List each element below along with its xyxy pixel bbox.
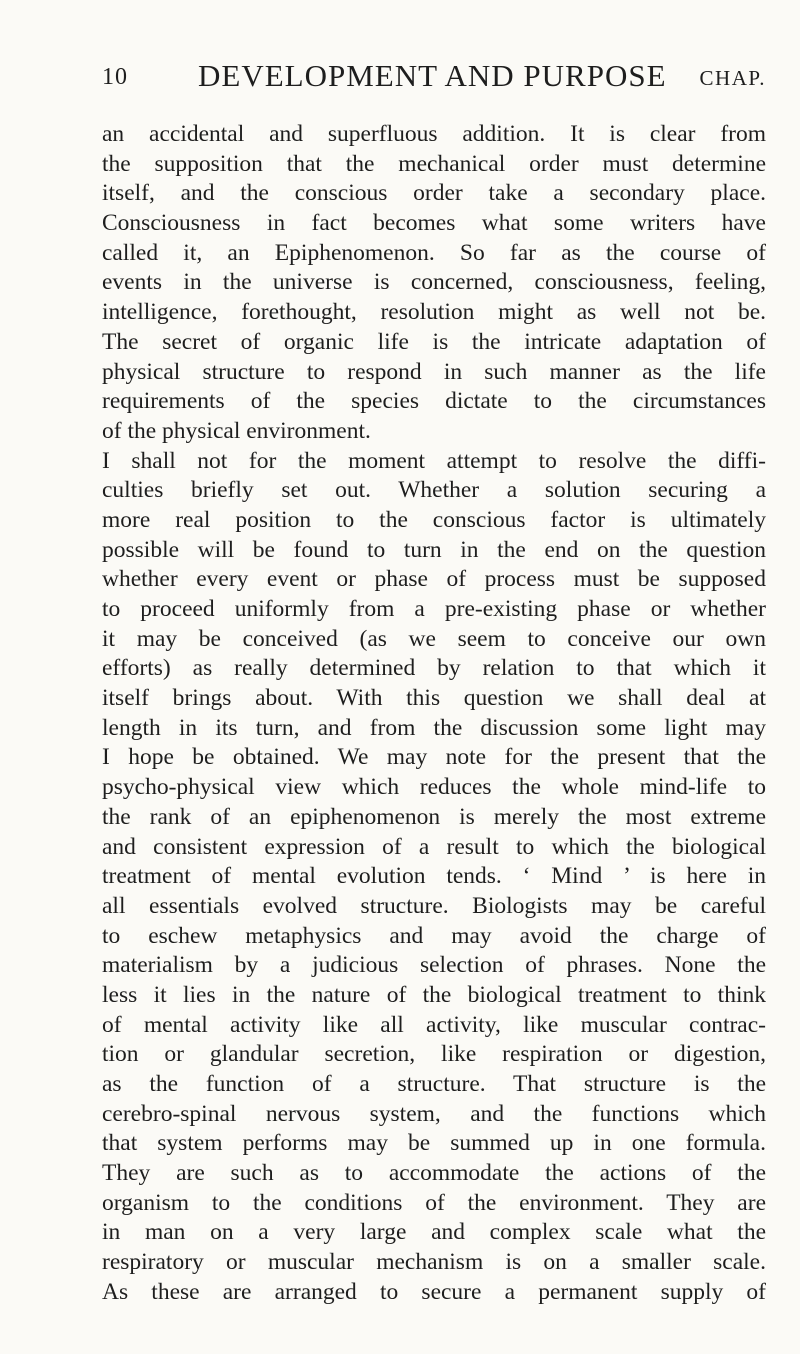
text-line: physical structure to respond in such manner as the life bbox=[102, 358, 766, 385]
text-line: to eschew metaphysics and may avoid the charge of bbox=[102, 922, 766, 949]
text-line: the rank of an epiphenomenon is merely the most extreme bbox=[102, 803, 766, 830]
body-text bbox=[102, 120, 766, 1308]
text-line: to proceed uniformly from a pre-existing phase or whether bbox=[102, 596, 766, 622]
text-line: efforts) as really determined by relation to that which it bbox=[102, 655, 766, 682]
text-line: that system performs may be summed up in one formula. bbox=[102, 1130, 766, 1157]
text-line: more real position to the conscious factor is ultimately bbox=[102, 506, 766, 533]
text-line: possible will be found to turn in the end on the question bbox=[102, 536, 766, 563]
text-line: itself brings about. With this question we shall deal at bbox=[102, 685, 766, 712]
text-line: requirements of the species dictate to the circumstances bbox=[102, 388, 766, 415]
running-header bbox=[102, 58, 766, 102]
text-line: respiratory or muscular mechanism is on a smaller scale. bbox=[102, 1249, 766, 1276]
text-line: I hope be obtained. We may note for the present that the bbox=[102, 744, 766, 771]
text-line: treatment of mental evolution tends. ‘ Mind ’ is here in bbox=[102, 863, 766, 890]
text-line: of mental activity like all activity, like muscular contrac- bbox=[102, 1011, 766, 1038]
chapter-abbreviation: CHAP. bbox=[699, 66, 766, 90]
text-line: as the function of a structure. That structure is the bbox=[102, 1071, 766, 1097]
text-line: in man on a very large and complex scale what the bbox=[102, 1219, 766, 1246]
text-line: the supposition that the mechanical order must determine bbox=[102, 150, 766, 177]
text-line: itself, and the conscious order take a secondary place. bbox=[102, 180, 766, 207]
text-line: of the physical environment. bbox=[102, 417, 371, 444]
text-line: length in its turn, and from the discussion some light may bbox=[102, 714, 766, 741]
text-line: Consciousness in fact becomes what some writers have bbox=[102, 210, 766, 237]
text-line: and consistent expression of a result to which the biological bbox=[102, 833, 766, 860]
text-line: an accidental and superfluous addition. It is clear from bbox=[102, 121, 766, 147]
running-title: DEVELOPMENT AND PURPOSE bbox=[198, 58, 667, 93]
text-line: They are such as to accommodate the actions of the bbox=[102, 1160, 766, 1187]
text-line: culties briefly set out. Whether a solution securing a bbox=[102, 477, 766, 504]
text-line: As these are arranged to secure a permanent supply of bbox=[102, 1278, 766, 1305]
text-line: materialism by a judicious selection of phrases. None the bbox=[102, 952, 766, 979]
text-line: cerebro-spinal nervous system, and the functions which bbox=[102, 1100, 766, 1127]
text-line: whether every event or phase of process must be supposed bbox=[102, 566, 766, 593]
text-line: called it, an Epiphenomenon. So far as the course of bbox=[102, 239, 766, 266]
text-line: it may be conceived (as we seem to conceive our own bbox=[102, 625, 766, 652]
page-number: 10 bbox=[102, 64, 128, 90]
text-line: intelligence, forethought, resolution might as well not be. bbox=[102, 299, 766, 326]
text-line: less it lies in the nature of the biological treatment to think bbox=[102, 981, 766, 1008]
text-line: all essentials evolved structure. Biologists may be careful bbox=[102, 892, 766, 919]
text-line: I shall not for the moment attempt to resolve the diffi- bbox=[102, 447, 766, 474]
text-line: events in the universe is concerned, consciousness, feeling, bbox=[102, 269, 766, 296]
text-line: tion or glandular secretion, like respiration or digestion, bbox=[102, 1041, 766, 1068]
text-line: psycho-physical view which reduces the whole mind-life to bbox=[102, 774, 766, 801]
text-line: organism to the conditions of the environment. They are bbox=[102, 1189, 766, 1216]
text-line: The secret of organic life is the intricate adaptation of bbox=[102, 328, 766, 355]
